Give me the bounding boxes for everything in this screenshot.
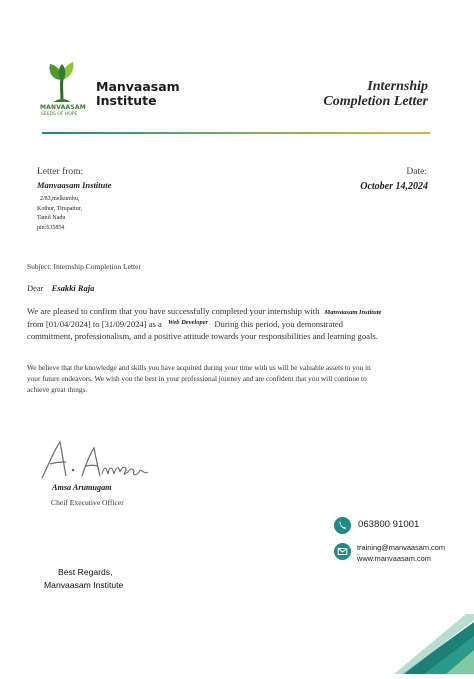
subject-line: Subject: Internship Completion Letter bbox=[27, 262, 141, 271]
document-title bbox=[268, 79, 428, 109]
decorative-corner bbox=[394, 614, 474, 674]
document-title-line2: Completion Letter bbox=[323, 94, 428, 109]
closing-line1: Best Regards, bbox=[58, 567, 113, 577]
org-logo bbox=[40, 58, 84, 104]
closing bbox=[44, 566, 123, 592]
phone-icon bbox=[334, 517, 351, 534]
recipient-name: Esakki Raja bbox=[51, 283, 95, 293]
paragraph-text: We are pleased to confirm that you have successfully completed your internship with bbox=[27, 306, 320, 316]
date-value: October 14,2024 bbox=[360, 181, 428, 192]
header-divider bbox=[42, 132, 430, 134]
org-name: Manvaasam Institute bbox=[96, 79, 180, 108]
sender-name: Manvaasam Institute bbox=[37, 180, 112, 190]
email-icon bbox=[334, 543, 351, 560]
address-line: Kothur, Tirupattur, bbox=[37, 205, 83, 212]
role-inline: Web Developer bbox=[168, 318, 209, 326]
closing-line2: Manvaasam Institute bbox=[44, 580, 124, 590]
paragraph-text: from [01/04/2024] to [31/09/2024] as a bbox=[27, 318, 162, 329]
org-name-inline: Manvaasam Institute bbox=[324, 309, 382, 316]
signatory-name: Amsa Arumugam bbox=[52, 483, 112, 492]
document-title-line1: Internship bbox=[367, 79, 428, 94]
address-line: Tamil Nadu bbox=[37, 215, 66, 221]
paragraph-line bbox=[27, 306, 447, 319]
paragraph-line: We believe that the knowledge and skills you have acquired during your time with us will be valuable assets to you in bbox=[27, 363, 371, 372]
paragraph-line: commitment, professionalism, and a positive attitude towards your responsibilities and learning goals. bbox=[27, 331, 378, 341]
address-line: 2/83,melkumbu, bbox=[40, 196, 80, 202]
body-paragraph-1 bbox=[27, 306, 447, 343]
paragraph-line: your future endeavors. We wish you the best in your professional journey and are confident that you will continue to bbox=[27, 374, 367, 383]
logo-text: MANVAASAM bbox=[40, 104, 86, 111]
logo-tagline: SEEDS OF HOPE bbox=[41, 112, 78, 117]
sender-label: Letter from: bbox=[37, 167, 84, 177]
paragraph-line: achieve great things. bbox=[27, 385, 88, 394]
signature-icon bbox=[36, 436, 156, 484]
address-line: pin:635854 bbox=[37, 224, 65, 231]
greeting-prefix: Dear bbox=[27, 283, 44, 293]
email-address: training@manvaasam.com bbox=[357, 543, 446, 552]
tree-logo-icon bbox=[40, 58, 84, 104]
signatory-title: Cheif Executive Officer bbox=[51, 498, 124, 507]
phone-number: 063800 91001 bbox=[358, 519, 420, 530]
date-label: Date: bbox=[406, 167, 427, 177]
sender-address bbox=[37, 195, 157, 233]
website: www.manvaasam.com bbox=[357, 554, 431, 563]
signature bbox=[36, 436, 156, 484]
body-paragraph-2 bbox=[27, 362, 447, 395]
greeting bbox=[27, 283, 94, 293]
paragraph-text: During this period, you demonstrated bbox=[214, 318, 343, 329]
paragraph-line bbox=[27, 319, 447, 332]
